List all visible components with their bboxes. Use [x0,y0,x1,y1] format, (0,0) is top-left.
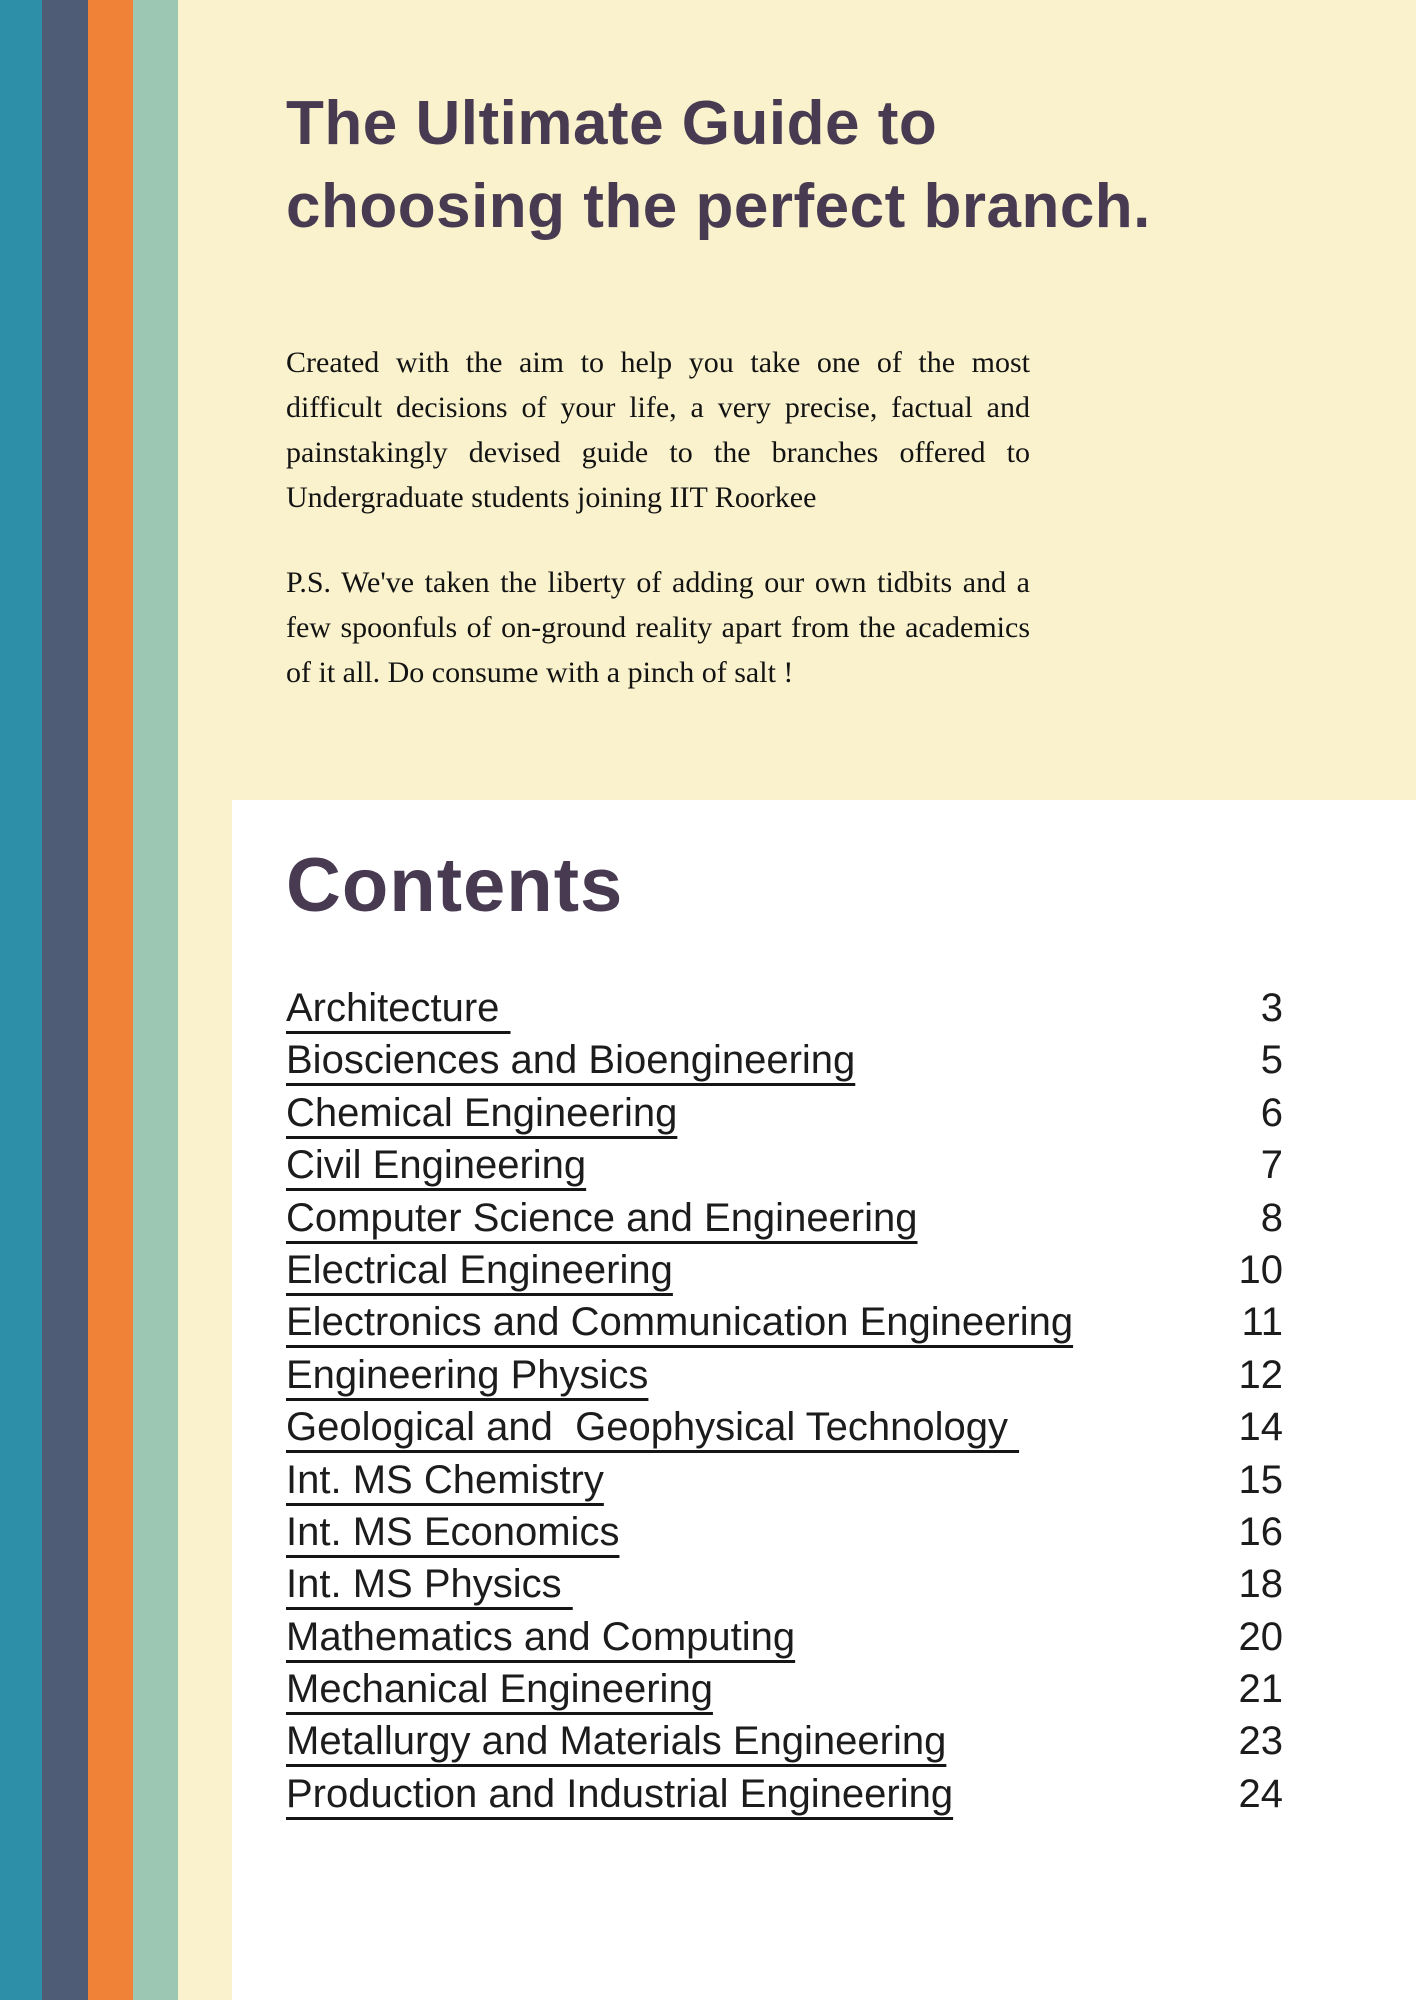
toc-page-number: 21 [1238,1667,1283,1712]
toc-page-number: 10 [1238,1247,1283,1292]
toc-page-number: 15 [1238,1457,1283,1502]
toc-link-computer-science-and-engineering[interactable]: Computer Science and Engineering [286,1195,918,1240]
toc-link-chemical-engineering[interactable]: Chemical Engineering [286,1090,678,1135]
toc-link-architecture[interactable]: Architecture [286,986,511,1030]
toc-page-number: 20 [1238,1614,1283,1659]
toc-page-number: 5 [1260,1038,1283,1083]
toc-row [286,1615,1283,1667]
toc-page-number: 8 [1260,1195,1283,1240]
toc-link-civil-engineering[interactable]: Civil Engineering [286,1143,587,1188]
toc-link-electrical-engineering[interactable]: Electrical Engineering [286,1247,673,1292]
intro-paragraph: Created with the aim to help you take one of the most difficult decisions of your life, a very precise, factual and painstakingly devised guide to the branches offered to Undergraduate students joining IIT Roorkee [286,346,1030,514]
toc-row [286,1719,1283,1771]
page-title-line1: The Ultimate Guide to [286,89,938,158]
toc-link-engineering-physics[interactable]: Engineering Physics [286,1352,649,1397]
toc-link-biosciences-and-bioengineering[interactable]: Biosciences and Bioengineering [286,1038,856,1083]
toc-row [286,1248,1283,1300]
toc-link-int-ms-chemistry[interactable]: Int. MS Chemistry [286,1457,604,1502]
toc-row [286,1196,1283,1248]
toc-link-mechanical-engineering[interactable]: Mechanical Engineering [286,1667,713,1712]
stripe-sage [133,0,178,2000]
toc-page-number: 7 [1260,1143,1283,1188]
toc-link-production-and-industrial-engineering[interactable]: Production and Industrial Engineering [286,1771,954,1816]
toc-row [286,1510,1283,1562]
contents-panel [232,800,1416,2000]
stripe-slate [42,0,88,2000]
toc-page-number: 3 [1260,986,1283,1030]
toc-link-geological-and-geophysical-technology[interactable]: Geological and Geophysical Technology [286,1405,1020,1450]
toc-row [286,1405,1283,1457]
toc-page-number: 16 [1238,1509,1283,1554]
toc-page-number: 6 [1260,1090,1283,1135]
toc-row [286,1667,1283,1719]
toc-link-int-ms-physics[interactable]: Int. MS Physics [286,1562,573,1607]
toc-link-electronics-and-communication-engineering[interactable]: Electronics and Communication Engineering [286,1300,1074,1345]
stripe-orange [88,0,133,2000]
hero-section [286,0,1151,695]
toc-row [286,1038,1283,1090]
toc-row [286,1143,1283,1195]
toc-page-number: 14 [1238,1405,1283,1450]
toc-link-metallurgy-and-materials-engineering[interactable]: Metallurgy and Materials Engineering [286,1719,947,1764]
table-of-contents [286,986,1283,1824]
stripe-teal [0,0,42,2000]
toc-row [286,1458,1283,1510]
toc-page-number: 18 [1238,1562,1283,1607]
toc-row [286,1562,1283,1614]
page-title-line2: choosing the perfect branch. [286,172,1151,241]
toc-row [286,1091,1283,1143]
toc-page-number: 12 [1238,1352,1283,1397]
toc-page-number: 24 [1238,1771,1283,1816]
contents-heading: Contents [286,843,624,928]
toc-page-number: 23 [1238,1719,1283,1764]
toc-row [286,986,1283,1038]
cream-background-side [178,800,232,2000]
toc-link-int-ms-economics[interactable]: Int. MS Economics [286,1509,620,1554]
toc-page-number: 11 [1241,1300,1283,1345]
toc-row [286,1772,1283,1824]
page-title [286,0,1151,248]
toc-row [286,1353,1283,1405]
toc-link-mathematics-and-computing[interactable]: Mathematics and Computing [286,1614,796,1659]
ps-paragraph: P.S. We've taken the liberty of adding our own tidbits and a few spoonfuls of on-ground reality apart from the academics of it all. Do consume with a pinch of salt ! [286,566,1030,689]
toc-row [286,1300,1283,1352]
